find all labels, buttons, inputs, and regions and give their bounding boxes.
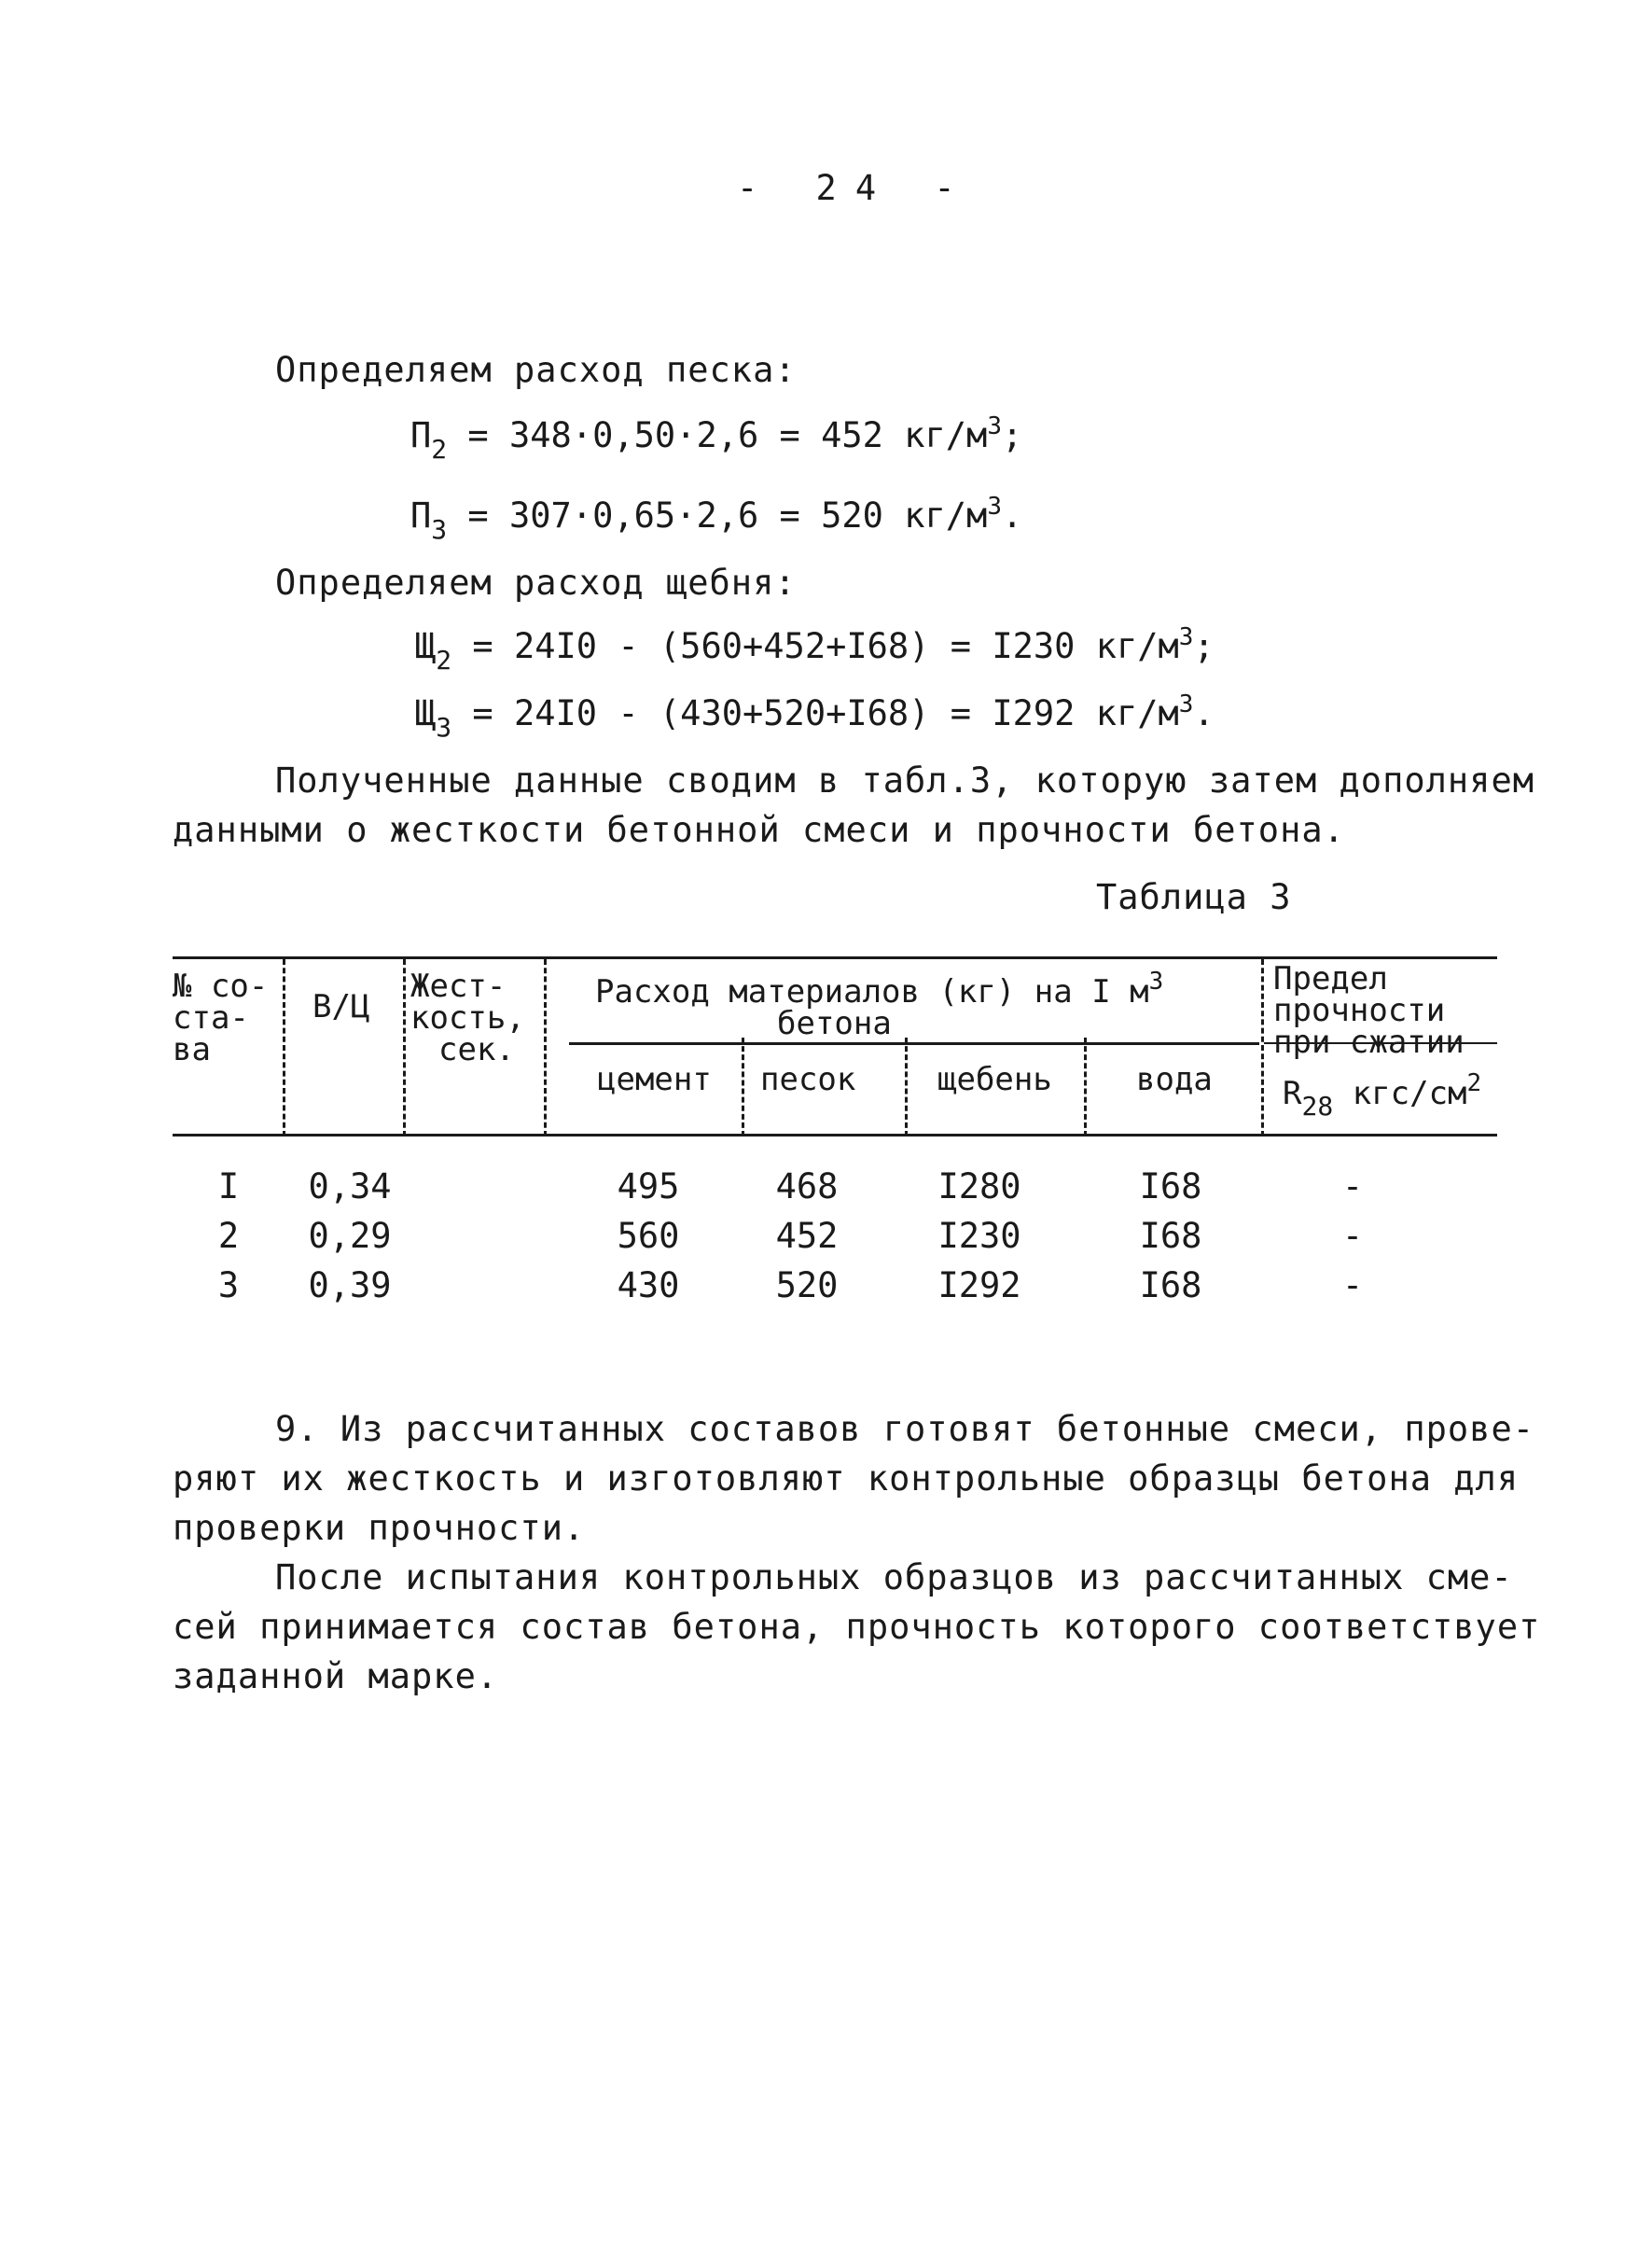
- sand-heading: Определяем расход песка:: [275, 350, 797, 390]
- paragraph-1-line-1: Полученные данные сводим в табл.3, которую затем дополняем: [275, 760, 1535, 801]
- cell-cement: 495: [617, 1166, 680, 1206]
- cell-gravel: I230: [937, 1216, 1021, 1256]
- cell-sand: 468: [775, 1166, 839, 1206]
- table-col-divider: [283, 959, 285, 1136]
- table-mid-rule: [569, 1042, 1259, 1045]
- cell-wc: 0,34: [308, 1166, 392, 1206]
- paragraph-1-line-2: данными о жесткости бетонной смеси и прочности бетона.: [173, 810, 1345, 850]
- cell-gravel: I292: [937, 1265, 1021, 1305]
- header-stiffness: Жест- кость, сек.: [410, 968, 525, 1068]
- paragraph-2-line-2: ряют их жесткость и изготовляют контрольные образцы бетона для: [173, 1458, 1520, 1499]
- cell-number: 3: [217, 1265, 240, 1305]
- paragraph-3-line-1: После испытания контрольных образцов из рассчитанных сме-: [275, 1557, 1513, 1597]
- table-col-divider: [905, 1038, 908, 1136]
- header-gravel: щебень: [937, 1061, 1052, 1098]
- header-sand: песок: [760, 1061, 856, 1098]
- cell-number: I: [217, 1166, 240, 1206]
- gravel-formula-3: $Щ_3 = 24I0 - (430+520+I68) = I292$ $кг/м^3$.: [415, 690, 1215, 743]
- header-strength: Предел прочности при сжатии $R_{28}$ кгс/$см^2$: [1273, 960, 1482, 1122]
- header-consumption: Расход материалов (кг) на I $м^3$ бетона: [595, 968, 1164, 1042]
- cell-wc: 0,29: [308, 1216, 392, 1256]
- cell-wc: 0,39: [308, 1265, 392, 1305]
- gravel-heading: Определяем расход щебня:: [275, 563, 797, 603]
- cell-gravel: I280: [937, 1166, 1021, 1206]
- header-water-cement: В/Ц: [312, 988, 370, 1025]
- cell-sand: 520: [775, 1265, 839, 1305]
- table-col-divider: [1261, 959, 1264, 1136]
- header-number: № со- ста- ва: [173, 968, 269, 1068]
- table-col-divider: [544, 959, 547, 1136]
- cell-water: I68: [1139, 1216, 1202, 1256]
- header-cement: цемент: [597, 1061, 712, 1098]
- cell-sand: 452: [775, 1216, 839, 1256]
- cell-strength: -: [1341, 1216, 1364, 1256]
- cell-strength: -: [1341, 1265, 1364, 1305]
- page-number: - 24 -: [737, 168, 974, 208]
- table-caption: Таблица 3: [1096, 877, 1292, 917]
- cell-water: I68: [1139, 1265, 1202, 1305]
- table-col-divider: [742, 1038, 744, 1136]
- gravel-formula-2: $Щ_2 = 24I0 - (560+452+I68) = I230$ $кг/м^3$;: [415, 623, 1215, 676]
- cell-cement: 430: [617, 1265, 680, 1305]
- sand-formula-2: $П_2 = 348\cdot 0,50\cdot 2,6 = 452$ $кг/м^3$;: [410, 412, 1023, 465]
- cell-number: 2: [217, 1216, 240, 1256]
- table-top-rule: [173, 956, 1497, 959]
- paragraph-3-line-2: сей принимается состав бетона, прочность которого соответствует: [173, 1607, 1541, 1647]
- paragraph-2-line-3: проверки прочности.: [173, 1508, 586, 1548]
- sand-formula-3: $П_3 = 307\cdot 0,65\cdot 2,6 = 520$ $кг/м^3$.: [410, 493, 1023, 545]
- paragraph-2-line-1: 9. Из рассчитанных составов готовят бетонные смеси, прове-: [275, 1409, 1535, 1449]
- cell-water: I68: [1139, 1166, 1202, 1206]
- header-water: вода: [1136, 1061, 1213, 1098]
- paragraph-3-line-3: заданной марке.: [173, 1656, 499, 1696]
- cell-strength: -: [1341, 1166, 1364, 1206]
- table-col-divider: [1084, 1038, 1087, 1136]
- table-col-divider: [403, 959, 406, 1136]
- cell-cement: 560: [617, 1216, 680, 1256]
- table-header-bottom-rule: [173, 1134, 1497, 1136]
